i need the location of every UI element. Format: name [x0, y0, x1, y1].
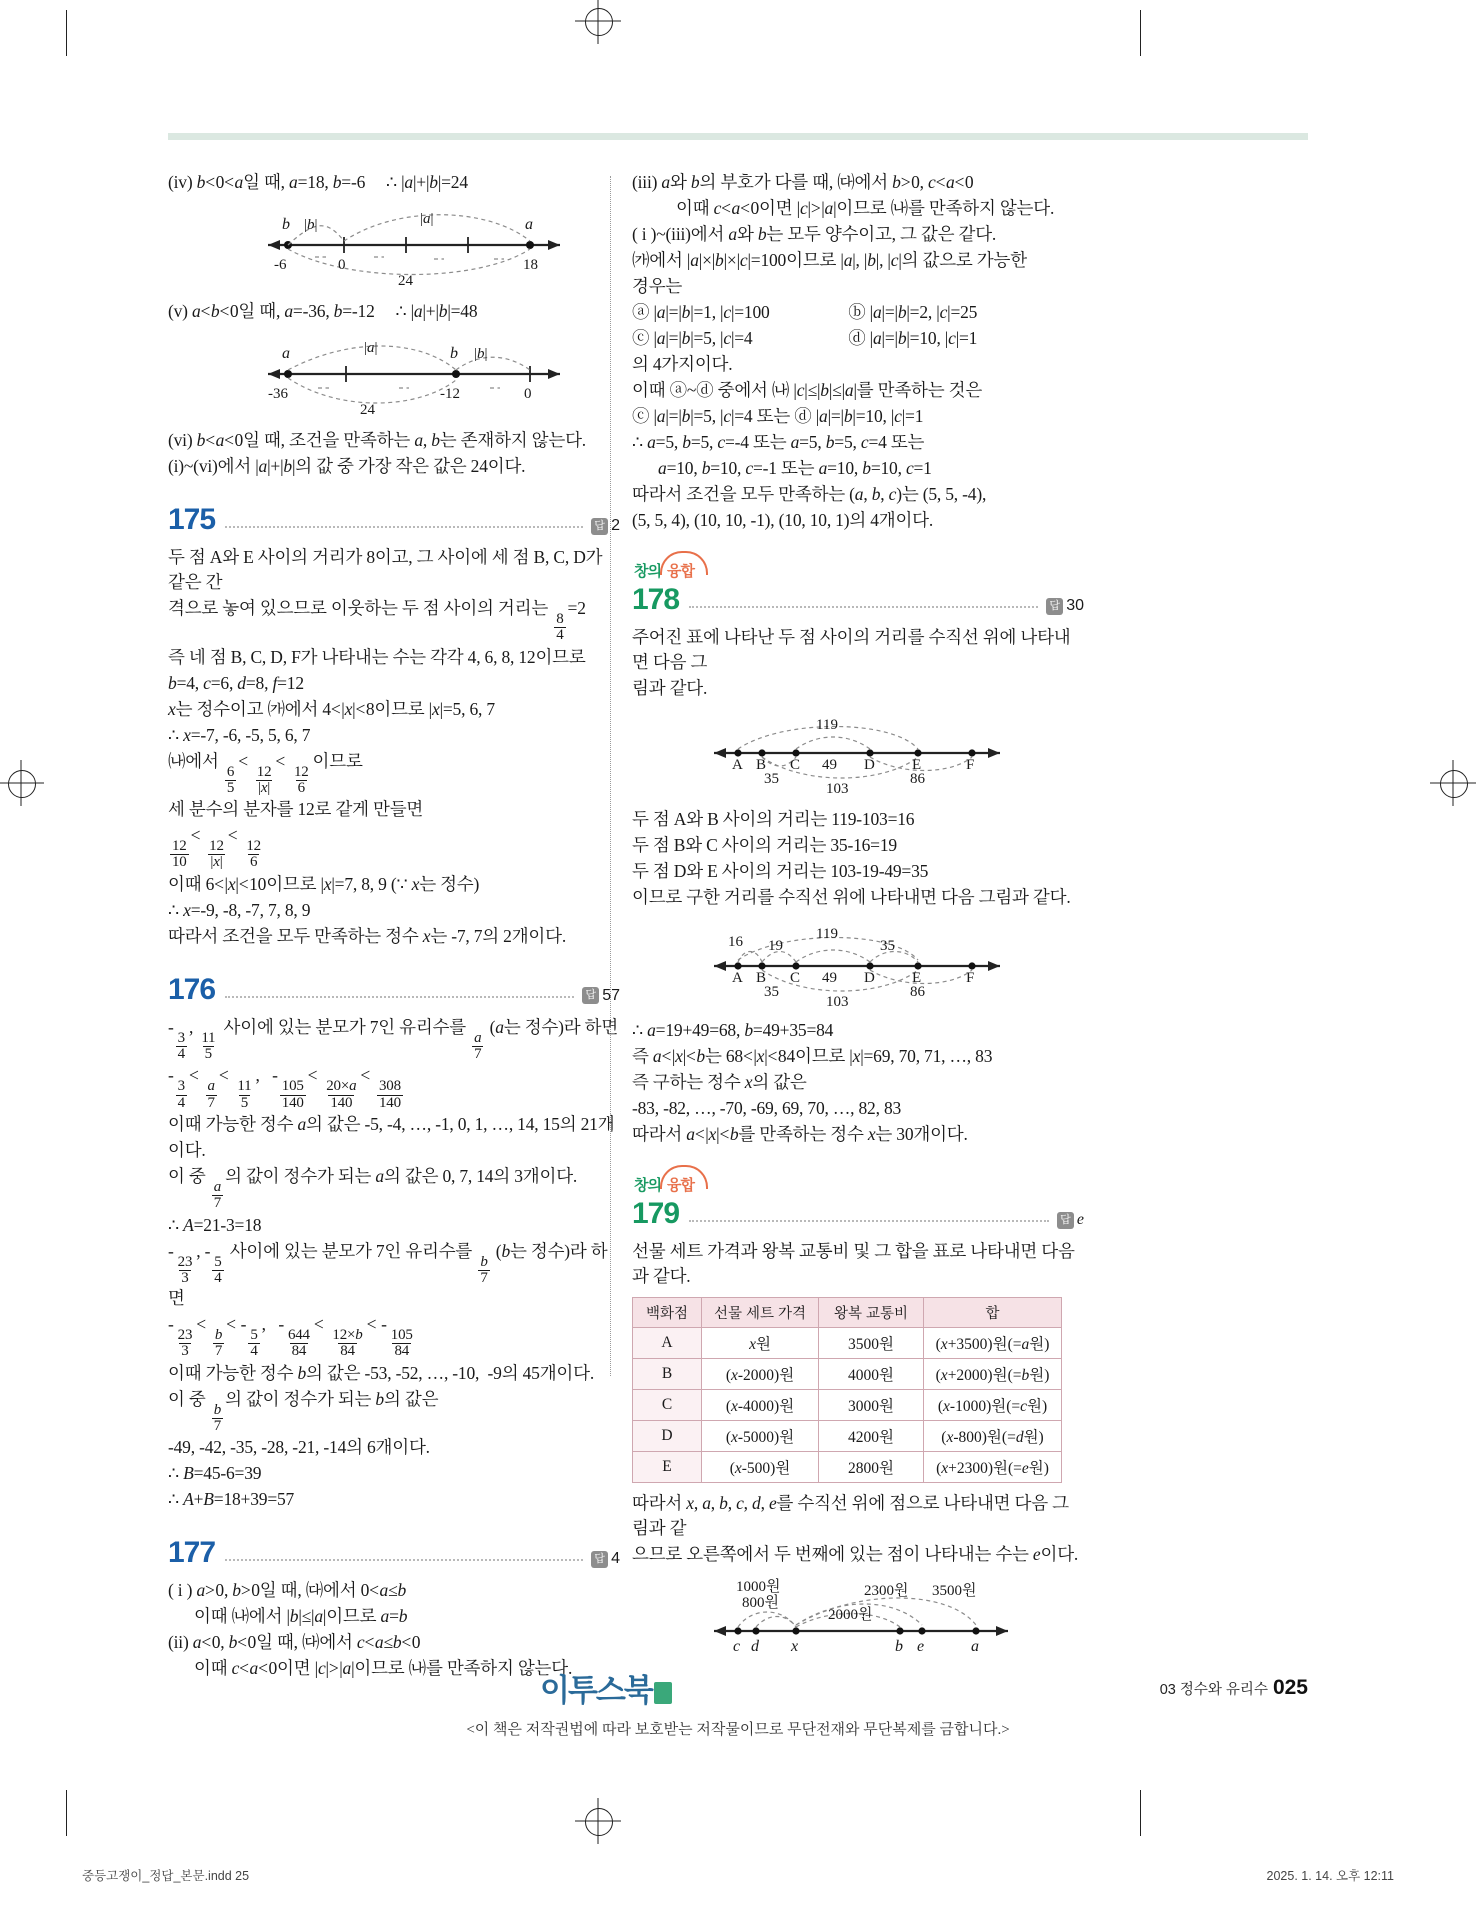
- svg-text:86: 86: [910, 984, 925, 1000]
- answer-icon: 답: [1057, 1212, 1074, 1229]
- q179-tail-line-2: 으므로 오른쪽에서 두 번째에 있는 점이 나타내는 수는 e이다.: [632, 1544, 1079, 1564]
- svg-text:2300원: 2300원: [864, 1583, 909, 1599]
- cell-total: (x-1000)원(=c원): [924, 1390, 1062, 1421]
- svg-text:800원: 800원: [742, 1595, 779, 1611]
- svg-text:|a|: |a|: [420, 211, 434, 227]
- q175-line-2: 격으로 놓여 있으므로 이웃하는 두 점 사이의 거리는 $\frac{8}{4}$ =2: [168, 598, 586, 644]
- badge-arc-icon: [660, 551, 708, 575]
- logo-mark-icon: [654, 1682, 672, 1704]
- cell-giftprice: (x-500)원: [702, 1452, 819, 1483]
- numberline-figure-iv: [168, 201, 620, 289]
- print-timestamp: 2025. 1. 14. 오후 12:11: [1266, 1869, 1394, 1883]
- cell-giftprice: (x-2000)원: [702, 1359, 819, 1390]
- case-iv-line: (iv) b<0<a일 때, a=18, b=-6 ∴ |a|+|b|=24: [168, 172, 468, 192]
- svg-text:49: 49: [822, 970, 837, 986]
- q176-line-11: -49, -42, -35, -28, -21, -14의 6개이다.: [168, 1437, 430, 1458]
- cell-giftprice: (x-4000)원: [702, 1390, 819, 1421]
- q175-line-7: ㈏에서 $\frac{6}{5}$ < $\frac{12}{|x|}$ < $\frac{12}{6}$ 이므로: [168, 750, 363, 796]
- q178-tail-line-5: 따라서 a<|x|<b를 만족하는 정수 x는 30개이다.: [632, 1124, 968, 1144]
- svg-text:-36: -36: [268, 386, 288, 402]
- svg-text:d: d: [751, 1638, 759, 1655]
- crop-mark-bl-v: [66, 1790, 67, 1836]
- question-header-179: [632, 1199, 1084, 1229]
- q179-tail-line-1: 따라서 x, a, b, c, d, e를 수직선 위에 점으로 나타내면 다음 그림과 같: [632, 1493, 1069, 1538]
- answer-value-179: e: [1076, 1211, 1084, 1228]
- cell-transport: 3500원: [819, 1328, 924, 1359]
- q177-case-row-1: ⓐ |a|=|b|=1, |c|=100 ⓑ |a|=|b|=2, |c|=25: [632, 302, 978, 322]
- q176-line-13: ∴ A+B=18+39=57: [168, 1489, 295, 1510]
- case-v-line: (v) a<b<0일 때, a=-36, b=-12 ∴ |a|+|b|=48: [168, 301, 478, 321]
- answer-label-178: [1046, 597, 1084, 615]
- cell-store: A: [633, 1328, 702, 1359]
- q178-mid-line-4: 이므로 구한 거리를 수직선 위에 나타내면 다음 그림과 같다.: [632, 887, 1071, 907]
- q177-cont-line-10: a=10, b=10, c=-1 또는 a=10, b=10, c=1: [658, 458, 932, 478]
- svg-text:e: e: [917, 1638, 925, 1655]
- badge-arc-icon: [660, 1165, 708, 1189]
- col-header-giftprice: 선물 세트 가격: [702, 1298, 819, 1328]
- answer-icon: 답: [591, 518, 608, 535]
- svg-text:119: 119: [816, 926, 838, 942]
- svg-text:F: F: [966, 970, 975, 986]
- numberline-iv-svg: [168, 201, 620, 289]
- numberline-figure-178-a: [632, 707, 1084, 797]
- print-imprint: 중등고쟁이_정답_본문.indd 25: [82, 1869, 250, 1883]
- cell-total: (x+2000)원(=b원): [924, 1359, 1062, 1390]
- question-number-179: 179: [632, 1197, 680, 1230]
- case-vi-line: (vi) b<a<0일 때, 조건을 만족하는 a, b는 존재하지 않는다.: [168, 430, 586, 450]
- svg-text:103: 103: [826, 994, 849, 1010]
- q178-intro-line-2: 림과 같다.: [632, 678, 708, 698]
- crop-mark-tl-v: [66, 10, 67, 56]
- cell-total: (x-800)원(=d원): [924, 1421, 1062, 1452]
- q179-intro: 선물 세트 가격과 왕복 교통비 및 그 합을 표로 나타내면 다음과 같다.: [632, 1241, 1075, 1286]
- cell-giftprice: x원: [702, 1328, 819, 1359]
- q177-cont-line-11: 따라서 조건을 모두 만족하는 (a, b, c)는 (5, 5, -4),: [632, 484, 987, 504]
- answer-value-175: 2: [611, 517, 620, 534]
- svg-text:19: 19: [768, 938, 783, 954]
- q177-cont-line-3: ( i )~(iii)에서 a와 b는 모두 양수이고, 그 값은 같다.: [632, 224, 997, 244]
- q178-tail-line-2: 즉 a<|x|<b는 68<|x|<84이므로 |x|=69, 70, 71, …, 83: [632, 1046, 993, 1066]
- cell-total: (x+2300)원(=e원): [924, 1452, 1062, 1483]
- svg-text:|b|: |b|: [474, 346, 488, 362]
- answer-value-177: 4: [611, 1550, 620, 1568]
- question-header-178: [632, 585, 1084, 615]
- q175-line-1: 두 점 A와 E 사이의 거리가 8이고, 그 사이에 세 점 B, C, D가 같은 간: [168, 547, 603, 592]
- svg-text:24: 24: [360, 402, 375, 418]
- numberline-figure-178-b: [632, 916, 1084, 1008]
- svg-text:24: 24: [398, 273, 413, 289]
- q176-line-9: 이때 가능한 정수 b의 값은 -53, -52, …, -10, -9의 45개이다.: [168, 1362, 595, 1383]
- col-header-total: 합: [924, 1298, 1062, 1328]
- q176-line-1: - $\frac{3}{4}$ , $\frac{11}{5}$ 사이에 있는 분모가 7인 유리수를 $\frac{a}{7}$ (a는 정수)라 하면: [168, 1016, 619, 1063]
- q177-case-row-2: ⓒ |a|=|b|=5, |c|=4 ⓓ |a|=|b|=10, |c|=1: [632, 328, 978, 348]
- dot-leader: [689, 1220, 1049, 1222]
- svg-text:F: F: [966, 757, 975, 773]
- numberline-178b-svg: [632, 916, 1084, 1008]
- svg-text:-6: -6: [274, 257, 287, 273]
- svg-text:A: A: [732, 970, 743, 986]
- q176-line-12: ∴ B=45-6=39: [168, 1463, 262, 1484]
- cell-store: C: [633, 1390, 702, 1421]
- q176-line-3: 이때 가능한 정수 a의 값은 -5, -4, …, -1, 0, 1, …, 14, 15의 21개: [168, 1113, 615, 1134]
- q178-mid-line-1: 두 점 A와 B 사이의 거리는 119-103=16: [632, 809, 915, 829]
- svg-text:-12: -12: [440, 386, 460, 402]
- svg-text:A: A: [732, 757, 743, 773]
- q177-line-4: 이때 c<a<0이면 |c|>|a|이므로 ㈏를 만족하지 않는다.: [194, 1658, 573, 1679]
- question-header-176: [168, 972, 620, 1006]
- q175-line-11: ∴ x=-9, -8, -7, 7, 8, 9: [168, 899, 311, 920]
- svg-text:49: 49: [822, 757, 837, 773]
- crop-mark-tr-v: [1140, 10, 1141, 56]
- cell-transport: 3000원: [819, 1390, 924, 1421]
- svg-text:18: 18: [523, 257, 538, 273]
- svg-text:35: 35: [880, 938, 895, 954]
- badge-label-changui: 창의: [634, 1176, 661, 1194]
- numberline-179-svg: [632, 1573, 1084, 1659]
- svg-text:|a|: |a|: [364, 340, 378, 356]
- answer-icon: 답: [591, 1551, 608, 1568]
- col-header-store: 백화점: [633, 1298, 702, 1328]
- right-column: [632, 170, 1084, 1669]
- answer-label-176: [582, 987, 620, 1005]
- question-header-177: [168, 1538, 620, 1568]
- case-conclusion-line: (i)~(vi)에서 |a|+|b|의 값 중 가장 작은 값은 24이다.: [168, 456, 526, 476]
- chapter-label: 03 정수와 유리수: [1159, 1682, 1268, 1698]
- q175-line-9: $\frac{12}{10}$ < $\frac{12}{|x|}$ < $\frac{12}{6}$: [172, 825, 261, 871]
- answer-label-175: [591, 517, 620, 535]
- q177-line-3: (ii) a<0, b<0일 때, ㈐에서 c<a≤b<0: [168, 1632, 421, 1653]
- q176-line-5: 이 중 $\frac{a}{7}$ 의 값이 정수가 되는 a의 값은 0, 7, 14의 3개이다.: [168, 1165, 578, 1212]
- cell-store: B: [633, 1359, 702, 1390]
- q175-line-4: b=4, c=6, d=8, f=12: [168, 672, 304, 693]
- cell-transport: 4200원: [819, 1421, 924, 1452]
- table-row: [633, 1421, 1062, 1452]
- q177-cont-line-7: 이때 ⓐ~ⓓ 중에서 ㈏ |c|≤|b|≤|a|를 만족하는 것은: [632, 380, 983, 400]
- q177-cont-line-2: 이때 c<a<0이면 |c|>|a|이므로 ㈏를 만족하지 않는다.: [676, 198, 1055, 218]
- svg-text:B: B: [756, 757, 767, 773]
- price-table-179: [632, 1297, 1062, 1483]
- svg-text:C: C: [790, 970, 801, 986]
- svg-text:E: E: [912, 970, 922, 986]
- svg-text:D: D: [864, 757, 875, 773]
- answer-icon: 답: [1046, 598, 1063, 615]
- svg-text:E: E: [912, 757, 922, 773]
- badge-label-changui: 창의: [634, 562, 661, 580]
- q177-cont-line-12: (5, 5, 4), (10, 10, -1), (10, 10, 1)의 4개이다.: [632, 510, 934, 530]
- q178-tail-line-3: 즉 구하는 정수 x의 값은: [632, 1072, 807, 1092]
- q175-line-5: x는 정수이고 ㈎에서 4<|x|<8이므로 |x|=5, 6, 7: [168, 698, 495, 719]
- left-column: [168, 170, 620, 1682]
- q176-line-4: 이다.: [168, 1139, 206, 1160]
- numberline-178a-svg: [632, 707, 1084, 797]
- table-row: [633, 1452, 1062, 1483]
- svg-text:0: 0: [524, 386, 532, 402]
- q178-intro-line-1: 주어진 표에 나타난 두 점 사이의 거리를 수직선 위에 나타내면 다음 그: [632, 627, 1071, 672]
- answer-label-179: [1057, 1211, 1084, 1229]
- q176-line-8: - $\frac{23}{3}$ < $\frac{b}{7}$ < - $\frac{5}{4}$ , - $\frac{644}{84}$ < $\frac{12\times b}{84}$ < - $\frac{105}{84}$: [168, 1314, 413, 1360]
- cell-transport: 2800원: [819, 1452, 924, 1483]
- numberline-figure-v: [168, 330, 620, 418]
- q177-cont-line-9: ∴ a=5, b=5, c=-4 또는 a=5, b=5, c=4 또는: [632, 432, 925, 452]
- dot-leader: [225, 1559, 583, 1561]
- crop-mark-br-v: [1140, 1790, 1141, 1836]
- cell-giftprice: (x-5000)원: [702, 1421, 819, 1452]
- registration-mark-right: [1430, 760, 1476, 806]
- dot-leader: [225, 526, 583, 528]
- svg-text:b: b: [895, 1638, 903, 1655]
- svg-text:0: 0: [338, 257, 346, 273]
- answer-value-178: 30: [1066, 597, 1084, 614]
- q176-line-2: - $\frac{3}{4}$ < $\frac{a}{7}$ < $\frac{11}{5}$ , - $\frac{105}{140}$ < $\frac{20\times a}{140}$ < $\frac{308}{140}$: [168, 1065, 401, 1111]
- header-rule: [168, 133, 1308, 140]
- q175-line-10: 이때 6<|x|<10이므로 |x|=7, 8, 9 (∵ x는 정수): [168, 873, 480, 894]
- col-header-transport: 왕복 교통비: [819, 1298, 924, 1328]
- q175-line-12: 따라서 조건을 모두 만족하는 정수 x는 -7, 7의 2개이다.: [168, 925, 567, 946]
- q178-mid-line-2: 두 점 B와 C 사이의 거리는 35-16=19: [632, 835, 897, 855]
- svg-text:B: B: [756, 970, 767, 986]
- registration-mark-bottom: [575, 1798, 621, 1844]
- svg-text:b: b: [450, 345, 458, 362]
- svg-text:a: a: [525, 216, 533, 233]
- page-footer: [1160, 1676, 1308, 1700]
- svg-text:C: C: [790, 757, 801, 773]
- q177-cont-line-4: ㈎에서 |a|×|b|×|c|=100이므로 |a|, |b|, |c|의 값으로 가능한: [632, 250, 1027, 270]
- badge-label-yunghap: 융합: [663, 1174, 698, 1195]
- svg-text:a: a: [282, 345, 290, 362]
- page-number: 025: [1272, 1676, 1308, 1699]
- q176-line-7: - $\frac{23}{3}$ , - $\frac{5}{4}$ 사이에 있는 분모가 7인 유리수를 $\frac{b}{7}$ (b는 정수)라 하면: [168, 1240, 608, 1309]
- q177-cont-line-8: ⓒ |a|=|b|=5, |c|=4 또는 ⓓ |a|=|b|=10, |c|=1: [632, 406, 924, 426]
- publisher-logo: 이투스북: [540, 1665, 672, 1710]
- q177-line-2: 이때 ㈏에서 |b|≤|a|이므로 a=b: [194, 1606, 408, 1627]
- answer-label-177: [591, 1550, 620, 1568]
- answer-value-176: 57: [602, 986, 620, 1004]
- q177-cont-line-5: 경우는: [632, 276, 683, 296]
- svg-text:D: D: [864, 970, 875, 986]
- q175-line-3: 즉 네 점 B, C, D, F가 나타내는 수는 각각 4, 6, 8, 12이므로: [168, 646, 586, 667]
- dot-leader: [689, 606, 1038, 608]
- q175-line-8: 세 분수의 분자를 12로 같게 만들면: [168, 799, 424, 820]
- svg-text:c: c: [733, 1638, 741, 1655]
- dot-leader: [225, 996, 574, 998]
- svg-text:16: 16: [728, 934, 743, 950]
- table-row: [633, 1359, 1062, 1390]
- question-number-176: 176: [168, 972, 216, 1006]
- q178-tail-line-1: ∴ a=19+49=68, b=49+35=84: [632, 1020, 834, 1040]
- svg-text:|b|: |b|: [304, 217, 318, 233]
- svg-text:1000원: 1000원: [736, 1579, 781, 1595]
- svg-text:35: 35: [764, 984, 779, 1000]
- svg-text:35: 35: [764, 771, 779, 787]
- creative-fusion-badge-178: [634, 557, 1084, 583]
- svg-text:b: b: [282, 216, 290, 233]
- numberline-figure-179: [632, 1573, 1084, 1659]
- copyright-notice: <이 책은 저작권법에 따라 보호받는 저작물이므로 무단전재와 무단복제를 금합니다.>: [466, 1722, 1010, 1738]
- numberline-v-svg: [168, 330, 620, 418]
- cell-total: (x+3500)원(=a원): [924, 1328, 1062, 1359]
- q177-cont-line-1: (iii) a와 b의 부호가 다를 때, ㈐에서 b>0, c<a<0: [632, 172, 974, 192]
- q176-line-6: ∴ A=21-3=18: [168, 1214, 262, 1235]
- svg-text:x: x: [791, 1638, 799, 1655]
- registration-mark-top: [575, 0, 621, 44]
- table-row: [633, 1390, 1062, 1421]
- cell-transport: 4000원: [819, 1359, 924, 1390]
- svg-text:119: 119: [816, 717, 838, 733]
- cell-store: E: [633, 1452, 702, 1483]
- question-number-175: 175: [168, 503, 216, 536]
- answer-icon: 답: [582, 987, 599, 1004]
- q176-line-10: 이 중 $\frac{b}{7}$ 의 값이 정수가 되는 b의 값은: [168, 1388, 439, 1435]
- question-header-175: [168, 505, 620, 535]
- creative-fusion-badge-179: [634, 1171, 1084, 1197]
- q178-tail-line-4: -83, -82, …, -70, -69, 69, 70, …, 82, 83: [632, 1098, 902, 1118]
- q178-mid-line-3: 두 점 D와 E 사이의 거리는 103-19-49=35: [632, 861, 929, 881]
- question-number-177: 177: [168, 1536, 216, 1570]
- cell-store: D: [633, 1421, 702, 1452]
- question-number-178: 178: [632, 583, 680, 616]
- badge-label-yunghap: 융합: [663, 560, 698, 581]
- table-row: [633, 1328, 1062, 1359]
- registration-mark-left: [0, 760, 44, 806]
- svg-text:103: 103: [826, 781, 849, 797]
- svg-text:86: 86: [910, 771, 925, 787]
- q175-line-6: ∴ x=-7, -6, -5, 5, 6, 7: [168, 724, 311, 745]
- svg-text:a: a: [971, 1638, 979, 1655]
- svg-text:3500원: 3500원: [932, 1583, 977, 1599]
- svg-text:2000원: 2000원: [828, 1607, 873, 1623]
- q177-cont-line-6: 의 4가지이다.: [632, 354, 733, 374]
- q177-line-1: ( i ) a>0, b>0일 때, ㈐에서 0<a≤b: [168, 1580, 407, 1601]
- table-header-row: [633, 1298, 1062, 1328]
